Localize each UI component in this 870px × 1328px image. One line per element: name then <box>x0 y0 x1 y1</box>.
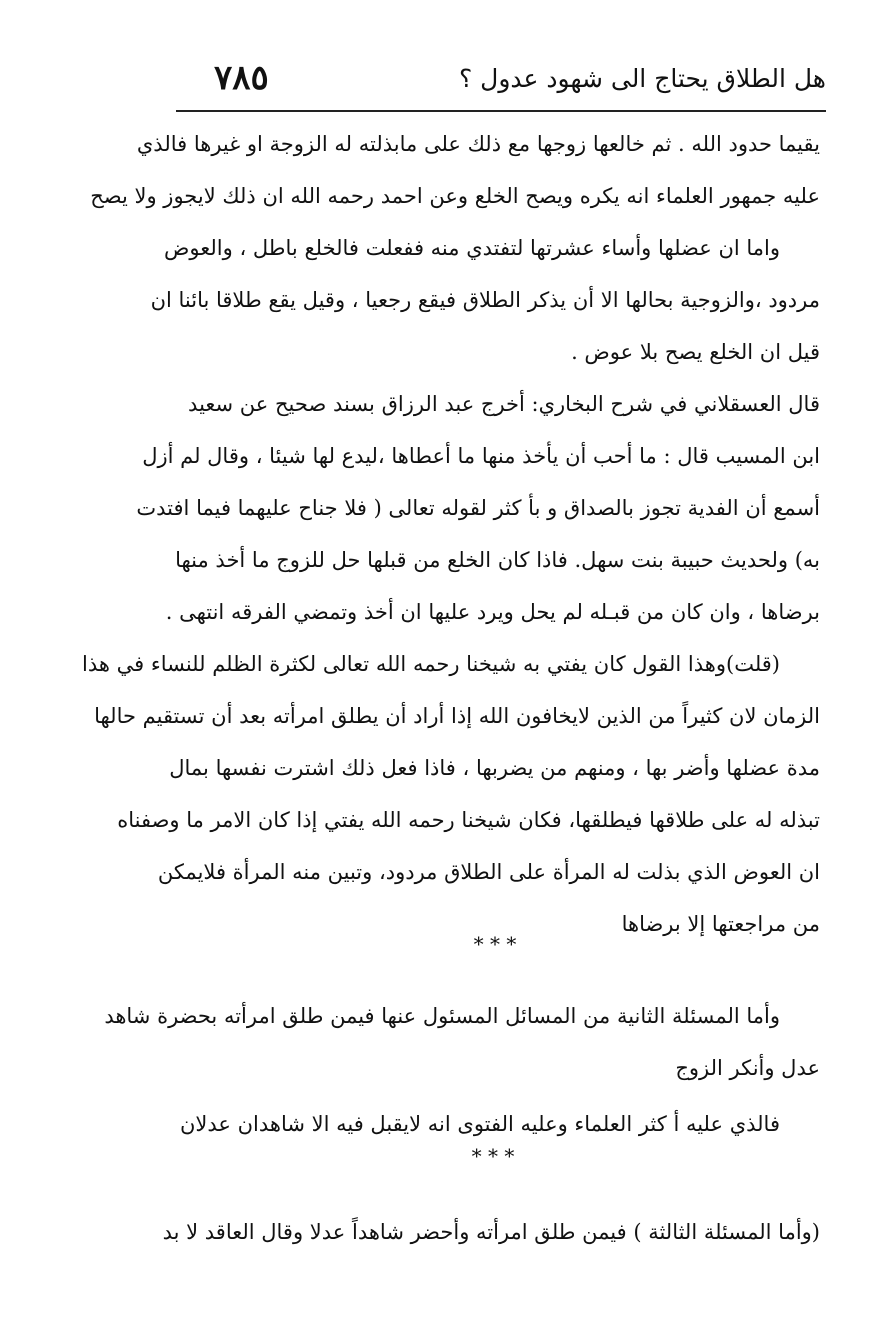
text-line: مردود ،والزوجية بحالها الا أن يذكر الطلاق فيقع رجعيا ، وقيل يقع طلاقا بائنا ان <box>150 288 820 312</box>
page-number: ٧٨٥ <box>214 58 269 98</box>
text-line: واما ان عضلها وأساء عشرتها لتفتدي منه ففعلت فالخلع باطل ، والعوض <box>164 236 780 260</box>
text-line: قال العسقلاني في شرح البخاري: أخرج عبد الرزاق بسند صحيح عن سعيد <box>188 392 820 416</box>
running-title: هل الطلاق يحتاج الى شهود عدول ؟ <box>458 64 826 93</box>
asterism-ornament: * * * <box>473 932 517 956</box>
text-line: وأما المسئلة الثانية من المسائل المسئول عنها فيمن طلق امرأته بحضرة شاهد <box>104 1004 780 1028</box>
text-line: (قلت)وهذا القول كان يفتي به شيخنا رحمه الله تعالى لكثرة الظلم للنساء في هذا <box>82 652 780 676</box>
text-line: مدة عضلها وأضر بها ، ومنهم من يضربها ، فاذا فعل ذلك اشترت نفسها بمال <box>169 756 820 780</box>
text-line: فالذي عليه أ كثر العلماء وعليه الفتوى انه لايقبل فيه الا شاهدان عدلان <box>179 1112 780 1136</box>
header-rule <box>176 110 826 112</box>
text-line: قيل ان الخلع يصح بلا عوض . <box>571 340 820 364</box>
text-line: عدل وأنكر الزوج <box>675 1056 820 1080</box>
text-line: ان العوض الذي بذلت له المرأة على الطلاق مردود، وتبين منه المرأة فلايمكن <box>157 860 820 884</box>
text-line: يقيما حدود الله . ثم خالعها زوجها مع ذلك على مابذلته له الزوجة او غيرها فالذي <box>136 132 820 156</box>
section-two <box>104 990 820 1094</box>
text-line: برضاها ، وان كان من قبـله لم يحل ويرد عليها ان أخذ وتمضي الفرقه انتهى . <box>165 600 820 624</box>
section-four <box>160 1206 820 1258</box>
text-line: (وأما المسئلة الثالثة ) فيمن طلق امرأته وأحضر شاهداً عدلا وقال العاقد لا بد <box>162 1220 820 1244</box>
text-line: أسمع أن الفدية تجوز بالصداق و بأ كثر لقوله تعالى ( فلا جناح عليهما فيما افتدت <box>136 496 820 520</box>
text-line: ابن المسيب قال : ما أحب أن يأخذ منها ما أعطاها ،ليدع لها شيئا ، وقال لم أزل <box>142 444 820 468</box>
page-header <box>176 58 826 104</box>
asterism-ornament: * * * <box>471 1144 515 1168</box>
section-three <box>160 1098 820 1150</box>
text-line: به) ولحديث حبيبة بنت سهل. فاذا كان الخلع من قبلها حل للزوج ما أخذ منها <box>175 548 820 572</box>
text-line: تبذله له على طلاقها فيطلقها، فكان شيخنا رحمه الله يفتي إذا كان الامر ما وصفناه <box>117 808 820 832</box>
text-line: عليه جمهور العلماء انه يكره ويصح الخلع وعن احمد رحمه الله ان ذلك لايجوز ولا يصح <box>90 184 820 208</box>
text-line: الزمان لان كثيراً من الذين لايخافون الله إذا أراد أن يطلق امرأته بعد أن تستقيم حالها <box>94 704 820 728</box>
text-line: من مراجعتها إلا برضاها <box>621 912 820 936</box>
body-text <box>82 118 820 956</box>
